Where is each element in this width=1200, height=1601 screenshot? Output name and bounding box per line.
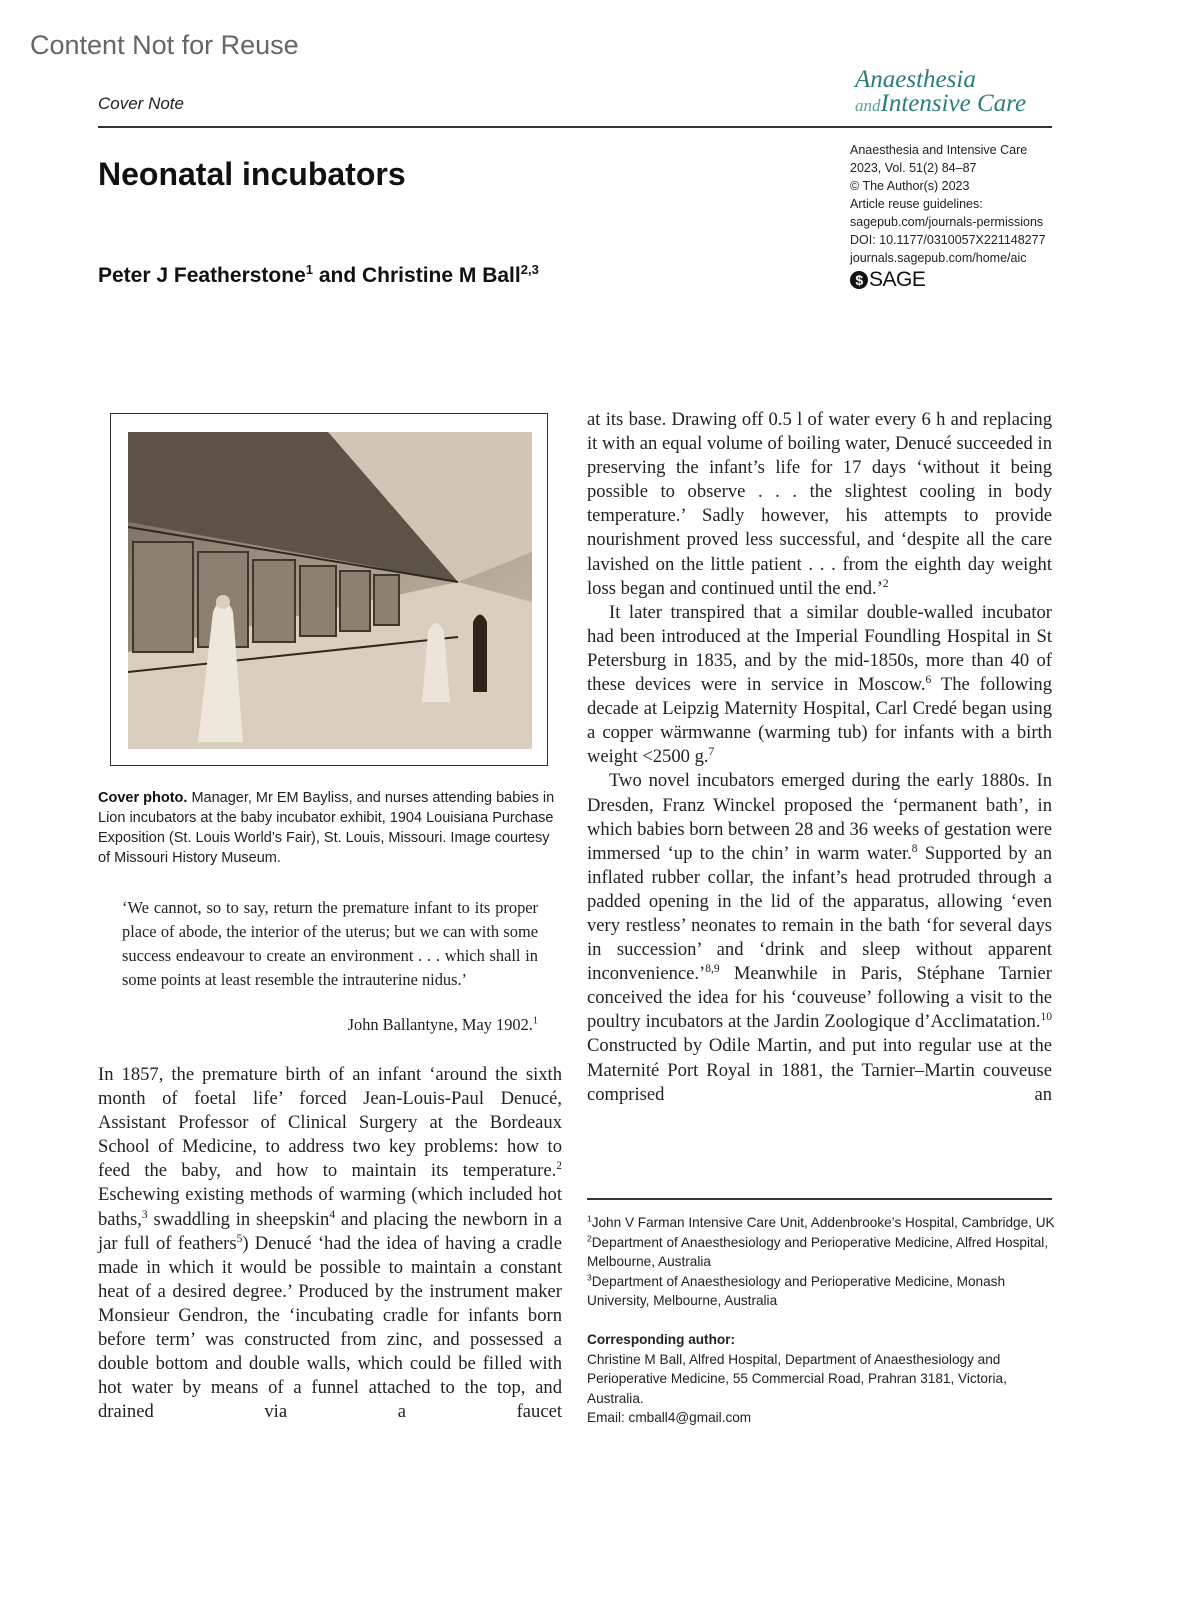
body-paragraph xyxy=(587,769,1052,1106)
author-affiliation-ref: 2,3 xyxy=(520,262,539,277)
section-label: Cover Note xyxy=(98,94,184,113)
corresponding-author-label: Corresponding author: xyxy=(587,1331,736,1347)
journal-logo-line1: Anaesthesia xyxy=(855,66,976,93)
meta-reuse-label: Article reuse guidelines: xyxy=(850,197,983,211)
article-metadata xyxy=(850,141,1046,267)
affiliation xyxy=(587,1213,1057,1233)
body-text: Two novel incubators emerged during the early 1880s. In Dresden, Franz Winckel proposed the ‘permanent bath’, in which babies born between 28 and 36 weeks of gestation were immersed ‘up to the chin’ in warm water. xyxy=(587,770,1052,864)
body-paragraph xyxy=(587,601,1052,770)
body-right-column xyxy=(587,408,1052,1107)
body-text: and placing the newborn in a jar full of feathers xyxy=(98,1208,562,1254)
journal-logo-line2: Intensive Care xyxy=(880,90,1027,117)
watermark-text: Content Not for Reuse xyxy=(30,30,299,60)
affiliation xyxy=(587,1233,1057,1272)
journal-logo-and: and xyxy=(855,96,881,115)
body-text: Meanwhile in Paris, Stéphane Tarnier conceived the idea for his ‘couveuse’ following a visit to the poultry incubators at the Jardin Zoologique d’Acclimatation. xyxy=(587,963,1052,1033)
body-text: The following decade at Leipzig Maternity Hospital, Carl Credé began using a copper wärmwanne (warming tub) for infants with a birth weight <2500 g. xyxy=(587,674,1052,768)
footnotes xyxy=(587,1213,1057,1428)
affiliation-number: 2 xyxy=(587,1233,592,1244)
caption-text: Manager, Mr EM Bayliss, and nurses attending babies in Lion incubators at the baby incubator exhibit, 1904 Louisiana Purchase Exposition (St. Louis World’s Fair), St. Louis, Missouri. Image courtesy of Missouri History Museum. xyxy=(98,790,555,866)
body-text: In 1857, the premature birth of an infant ‘around the sixth month of foetal life’ forced Jean-Louis-Paul Denucé, Assistant Professor of Clinical Surgery at the Bordeaux School of Medicine, to address two key problems: how to feed the baby, and how to maintain its temperature. xyxy=(98,1064,562,1182)
body-text: Eschewing existing methods of warming (which included hot baths, xyxy=(98,1184,562,1230)
meta-journal: Anaesthesia and Intensive Care xyxy=(850,143,1028,157)
attribution-text: John Ballantyne, May 1902. xyxy=(347,1015,533,1034)
affiliation-text: Department of Anaesthesiology and Perioperative Medicine, Alfred Hospital, Melbourne, Australia xyxy=(587,1234,1049,1270)
meta-journal-link[interactable]: journals.sagepub.com/home/aic xyxy=(850,251,1027,265)
body-left-column xyxy=(98,1063,562,1424)
sage-logo-text: SAGE xyxy=(869,268,926,291)
reference-ref: 8 xyxy=(911,842,918,855)
reference-ref: 8,9 xyxy=(705,962,720,975)
reference-ref: 10 xyxy=(1040,1011,1052,1024)
meta-volume: 2023, Vol. 51(2) 84–87 xyxy=(850,161,977,175)
body-text: ) Denucé ‘had the idea of having a cradle made in which it would be possible to maintain a constant heat of a desired degree.’ Produced by the instrument maker Monsieur Gendron, the ‘incubating cradle for infants born before term’ was constructed from zinc, and possessed a double bottom and double walls, which could be filled with hot water by means of a funnel attached to the top, and drained via a faucet xyxy=(98,1232,562,1423)
caption-label: Cover photo. xyxy=(98,790,188,806)
author-name: Christine M Ball xyxy=(362,264,521,287)
body-text: It later transpired that a similar double-walled incubator had been introduced at the Imperial Foundling Hospital in St Petersburg in 1835, and by the mid-1850s, more than 40 of these devices were in service in Moscow. xyxy=(587,601,1052,696)
body-text: Constructed by Odile Martin, and put into regular use at the Maternité Port Royal in 1881, the Tarnier–Martin couveuse comprised an xyxy=(587,1035,1052,1105)
body-paragraph xyxy=(98,1063,562,1424)
affiliation-text: Department of Anaesthesiology and Perioperative Medicine, Monash University, Melbourne, Australia xyxy=(587,1273,1006,1309)
reference-ref: 2 xyxy=(882,577,889,590)
corresponding-author-email[interactable]: Email: cmball4@gmail.com xyxy=(587,1410,752,1426)
incubator-exhibit-photo xyxy=(128,432,532,749)
body-text: at its base. Drawing off 0.5 l of water every 6 h and replacing it with an equal volume of boiling water, Denucé succeeded in preserving the infant’s life for 17 days ‘without it being possible to observe . . . the slightest cooling in body temperature.’ Sadly however, his attempts to provide nourishment proved less successful, and ‘despite all the care lavished on the little patient . . . from the eighth day weight loss began and continued until the end.’ xyxy=(587,409,1052,599)
cover-photo xyxy=(128,432,532,749)
affiliation-number: 1 xyxy=(587,1213,592,1224)
reference-ref: 3 xyxy=(141,1208,148,1221)
cover-photo-frame xyxy=(110,413,548,766)
body-text: swaddling in sheepskin xyxy=(147,1208,330,1230)
author-list xyxy=(98,264,539,288)
affiliation-number: 3 xyxy=(587,1272,592,1283)
header-rule xyxy=(98,126,1052,128)
reference-ref: 5 xyxy=(236,1232,243,1245)
sage-logo xyxy=(850,268,925,292)
article-title: Neonatal incubators xyxy=(98,156,406,192)
reference-ref: 6 xyxy=(925,673,932,686)
author-name: Peter J Featherstone xyxy=(98,264,306,287)
reference-ref: 7 xyxy=(708,746,715,759)
author-affiliation-ref: 1 xyxy=(305,262,313,277)
journal-logo xyxy=(855,68,1026,119)
corresponding-author-details: Christine M Ball, Alfred Hospital, Department of Anaesthesiology and Perioperative Medicine, 55 Commercial Road, Prahran 3181, Victoria, Australia. xyxy=(587,1351,1007,1406)
footnote-rule xyxy=(587,1198,1052,1200)
figure-caption xyxy=(98,788,562,868)
affiliation-text: John V Farman Intensive Care Unit, Addenbrooke’s Hospital, Cambridge, UK xyxy=(591,1215,1055,1230)
body-text: Supported by an inflated rubber collar, the infant’s head protruded through a padded opening in the lid of the apparatus, allowing ‘even very restless’ neonates to remain in the bath ‘for several days in succession’ and ‘drink and sleep without apparent inconvenience.’ xyxy=(587,842,1052,985)
reference-ref: 2 xyxy=(556,1160,562,1173)
reference-ref: 4 xyxy=(329,1208,336,1221)
body-paragraph xyxy=(587,408,1052,601)
meta-permissions-link[interactable]: sagepub.com/journals-permissions xyxy=(850,215,1044,229)
epigraph-attribution xyxy=(122,1015,538,1035)
meta-copyright: © The Author(s) 2023 xyxy=(850,179,970,193)
meta-doi[interactable]: DOI: 10.1177/0310057X221148277 xyxy=(850,233,1046,247)
epigraph-quote: ‘We cannot, so to say, return the premature infant to its proper place of abode, the interior of the uterus; but we can with some success endeavour to create an environment . . . which shall in some points at least resemble the intrauterine nidus.’ xyxy=(122,898,538,989)
affiliation xyxy=(587,1272,1057,1311)
sage-s-icon: $ xyxy=(850,271,868,289)
author-separator: and xyxy=(313,264,363,287)
reference-ref: 1 xyxy=(532,1015,538,1027)
